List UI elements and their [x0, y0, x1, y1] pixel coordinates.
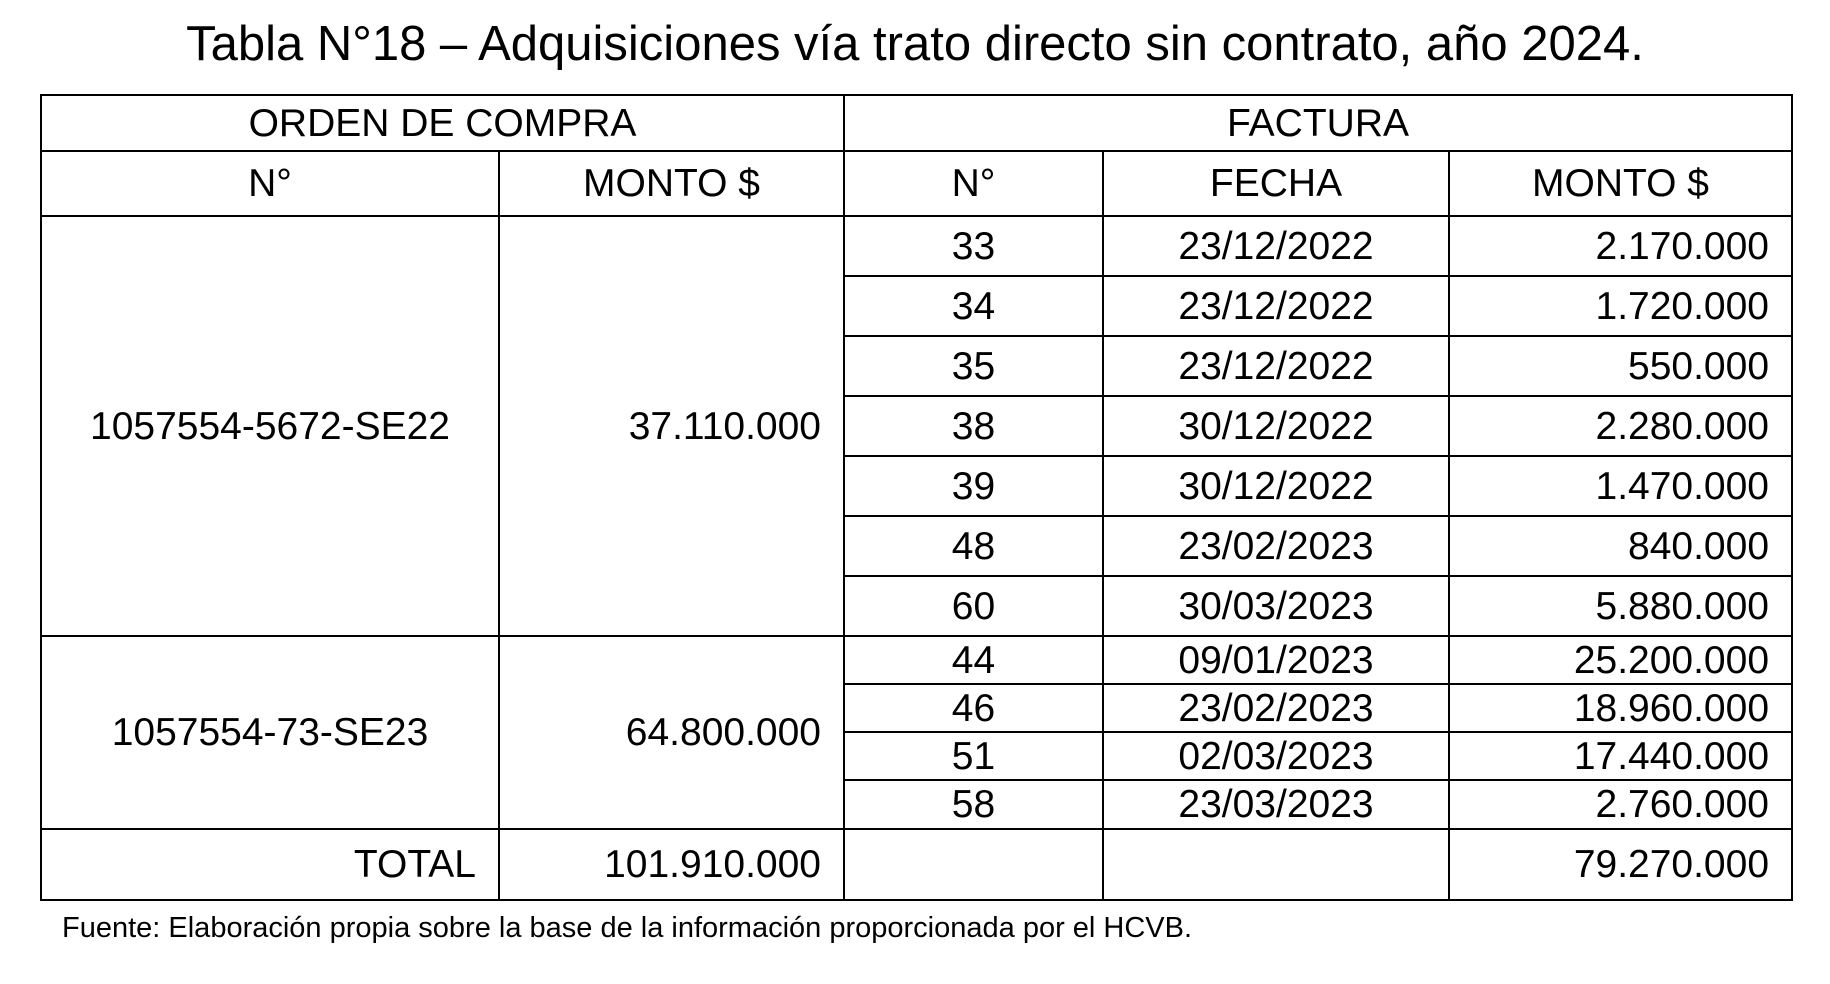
table-row	[41, 636, 1792, 684]
factura-numero: 35	[844, 336, 1103, 396]
factura-numero: 48	[844, 516, 1103, 576]
factura-monto: 1.470.000	[1449, 456, 1792, 516]
factura-fecha: 09/01/2023	[1103, 636, 1449, 684]
factura-monto: 18.960.000	[1449, 684, 1792, 732]
orden-monto: 37.110.000	[499, 216, 844, 636]
source-note: Fuente: Elaboración propia sobre la base de la información proporcionada por el HCVB.	[62, 912, 1193, 944]
table-title: Tabla N°18 – Adquisiciones vía trato directo sin contrato, año 2024.	[186, 17, 1644, 71]
factura-monto: 840.000	[1449, 516, 1792, 576]
factura-numero: 38	[844, 396, 1103, 456]
column-header-factura-monto: MONTO $	[1449, 151, 1792, 216]
column-header-factura-fecha: FECHA	[1103, 151, 1449, 216]
factura-numero: 51	[844, 732, 1103, 780]
total-row	[41, 829, 1792, 900]
factura-numero: 58	[844, 780, 1103, 829]
total-label: TOTAL	[41, 829, 499, 900]
factura-numero: 60	[844, 576, 1103, 636]
factura-fecha: 02/03/2023	[1103, 732, 1449, 780]
column-header-oc-monto: MONTO $	[499, 151, 844, 216]
factura-monto: 25.200.000	[1449, 636, 1792, 684]
total-factura-monto: 79.270.000	[1449, 829, 1792, 900]
factura-fecha: 23/12/2022	[1103, 336, 1449, 396]
group-header-factura: FACTURA	[844, 95, 1792, 151]
factura-fecha: 30/03/2023	[1103, 576, 1449, 636]
total-empty-cell	[1103, 829, 1449, 900]
orden-numero: 1057554-5672-SE22	[41, 216, 499, 636]
factura-fecha: 30/12/2022	[1103, 456, 1449, 516]
group-header-orden-de-compra: ORDEN DE COMPRA	[41, 95, 844, 151]
factura-fecha: 23/12/2022	[1103, 216, 1449, 276]
factura-monto: 2.280.000	[1449, 396, 1792, 456]
factura-monto: 1.720.000	[1449, 276, 1792, 336]
group-header-row	[41, 95, 1792, 151]
factura-numero: 33	[844, 216, 1103, 276]
acquisitions-table	[40, 94, 1793, 901]
factura-fecha: 23/03/2023	[1103, 780, 1449, 829]
factura-fecha: 23/12/2022	[1103, 276, 1449, 336]
column-header-oc-numero: N°	[41, 151, 499, 216]
factura-monto: 2.760.000	[1449, 780, 1792, 829]
factura-monto: 17.440.000	[1449, 732, 1792, 780]
column-header-row	[41, 151, 1792, 216]
factura-fecha: 23/02/2023	[1103, 684, 1449, 732]
total-empty-cell	[844, 829, 1103, 900]
factura-monto: 550.000	[1449, 336, 1792, 396]
factura-numero: 44	[844, 636, 1103, 684]
factura-monto: 2.170.000	[1449, 216, 1792, 276]
total-orden-monto: 101.910.000	[499, 829, 844, 900]
orden-numero: 1057554-73-SE23	[41, 636, 499, 829]
column-header-factura-numero: N°	[844, 151, 1103, 216]
factura-monto: 5.880.000	[1449, 576, 1792, 636]
factura-numero: 34	[844, 276, 1103, 336]
factura-numero: 46	[844, 684, 1103, 732]
factura-fecha: 23/02/2023	[1103, 516, 1449, 576]
factura-numero: 39	[844, 456, 1103, 516]
orden-monto: 64.800.000	[499, 636, 844, 829]
table-row	[41, 216, 1792, 276]
factura-fecha: 30/12/2022	[1103, 396, 1449, 456]
